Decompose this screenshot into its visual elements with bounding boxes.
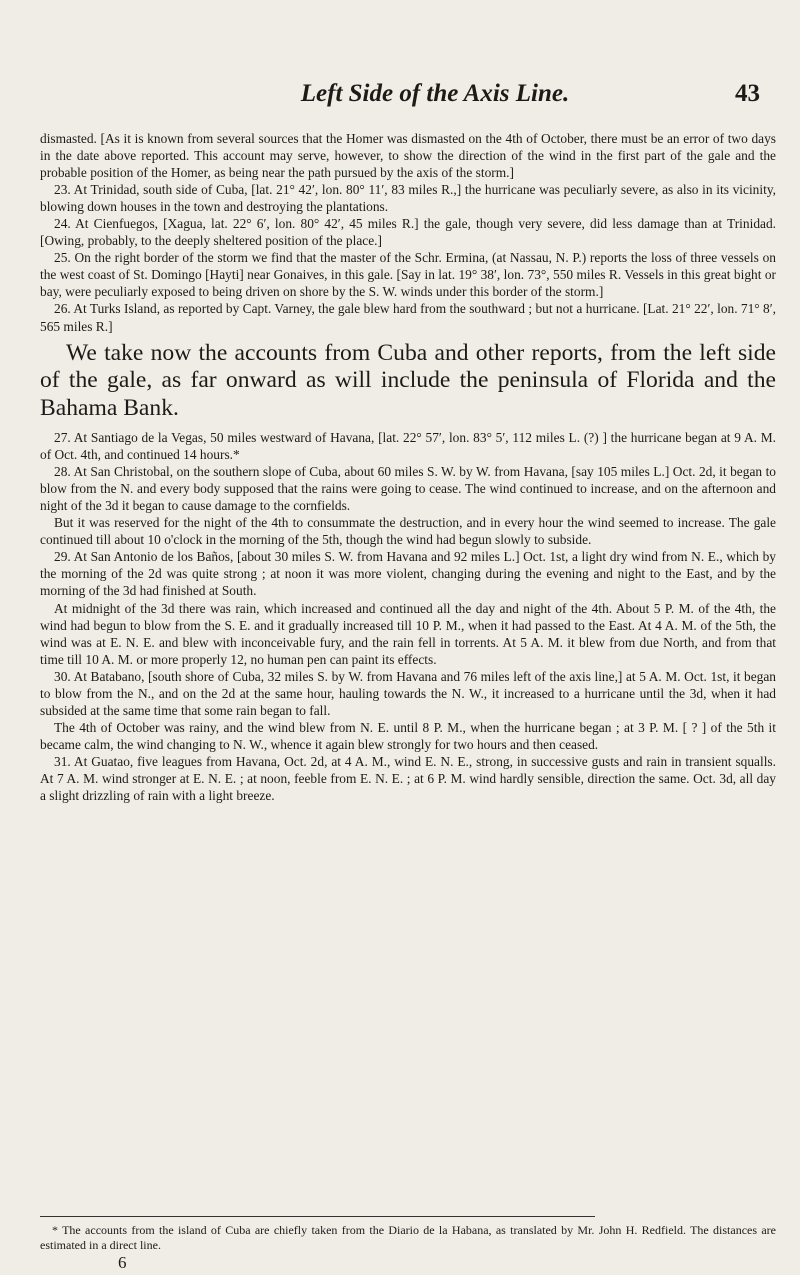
running-title: Left Side of the Axis Line.: [300, 80, 570, 107]
paragraph: At midnight of the 3d there was rain, which increased and continued all the day and night of the 4th. About 5 P. M. of the 4th, the wind had begun to blow from the S. E. and it gradually increased till 10 P. M., when it had passed to the East. At 4 A. M. of the 5th, the wind was at E. N. E. and blew with inconceivable fury, and the rain fell in torrents. At 5 A. M. it blew from due North, and from that time till 10 A. M. or more properly 12, no human pen can paint its effects.: [40, 600, 776, 667]
page-body: [40, 130, 776, 804]
paragraph: 29. At San Antonio de los Baños, [about 30 miles S. W. from Havana and 92 miles L.] Oct. 1st, a light dry wind from N. E., which by the morning of the 2d was quite strong ; at noon it was more violent, changing during the evening and night to the East, and by the morning of the 3d had finished at South.: [40, 549, 776, 599]
paragraph: But it was reserved for the night of the 4th to consummate the destruction, and in every hour the wind seemed to increase. The gale continued till about 10 o'clock in the morning of the 5th, though the wind had begun slowly to subside.: [40, 515, 776, 548]
paragraph: dismasted. [As it is known from several sources that the Homer was dismasted on the 4th of October, there must be an error of two days in the date above reported. This account may serve, however, to show the direction of the wind in the first part of the gale and the probable position of the Homer, as being near the path pursued by the axis of the storm.]: [40, 131, 776, 181]
paragraph: 26. At Turks Island, as reported by Capt. Varney, the gale blew hard from the southward ; but not a hurricane. [Lat. 21° 22′, lon. 71° 8′, 565 miles R.]: [40, 301, 776, 334]
paragraph: 25. On the right border of the storm we find that the master of the Schr. Ermina, (at Nassau, N. P.) reports the loss of three vessels on the west coast of St. Domingo [Hayti] near Gonaives, in this gale. [Say in lat. 19° 38′, lon. 73°, 550 miles R. Vessels in this great bight or bay, were peculiarly exposed to being driven on shore by the S. W. winds under this border of the storm.]: [40, 250, 776, 300]
section-intro: We take now the accounts from Cuba and other reports, from the left side of the gale, as far onward as will include the peninsula of Florida and the Bahama Bank.: [40, 339, 776, 421]
paragraph: 30. At Batabano, [south shore of Cuba, 32 miles S. by W. from Havana and 76 miles left of the axis line,] at 5 A. M. Oct. 1st, it began to blow from the N., and on the 2d at the same hour, hauling towards the N. W., it increased to a hurricane until the 3d, when it had subsided at the same time that some rain began to fall.: [40, 668, 776, 718]
paragraph: The 4th of October was rainy, and the wind blew from N. E. until 8 P. M., when the hurricane began ; at 3 P. M. [ ? ] of the 5th it became calm, the wind changing to N. W., whence it again blew strongly for two hours and then ceased.: [40, 719, 776, 752]
footnote-divider: [40, 1216, 595, 1217]
signature-mark: 6: [118, 1253, 127, 1272]
page-number: 43: [735, 80, 760, 107]
paragraph: 28. At San Christobal, on the southern slope of Cuba, about 60 miles S. W. by W. from Havana, [say 105 miles L.] Oct. 2d, it began to blow from the N. and every body supposed that the rains were going to cease. The wind continued to increase, and on the afternoon and night of the 3d it began to cause damage to the cornfields.: [40, 464, 776, 514]
page-header: [90, 80, 780, 120]
footnote: * The accounts from the island of Cuba are chiefly taken from the Diario de la Habana, as translated by Mr. John H. Redfield. The distances are estimated in a direct line.: [40, 1223, 776, 1252]
paragraph: 23. At Trinidad, south side of Cuba, [lat. 21° 42′, lon. 80° 11′, 83 miles R.,] the hurricane was peculiarly severe, as also in its vicinity, blowing down houses in the town and destroying the plantations.: [40, 182, 776, 215]
paragraph: 27. At Santiago de la Vegas, 50 miles westward of Havana, [lat. 22° 57′, lon. 83° 5′, 112 miles L. (?) ] the hurricane began at 9 A. M. of Oct. 4th, and continued 14 hours.*: [40, 430, 776, 463]
paragraph: 31. At Guatao, five leagues from Havana, Oct. 2d, at 4 A. M., wind E. N. E., strong, in successive gusts and rain in transient squalls. At 7 A. M. wind stronger at E. N. E. ; at noon, feeble from E. N. E. ; at 6 P. M. wind hardly sensible, direction the same. Oct. 3d, all day a slight drizzling of rain with a light breeze.: [40, 753, 776, 804]
paragraph: 24. At Cienfuegos, [Xagua, lat. 22° 6′, lon. 80° 42′, 45 miles R.] the gale, though very severe, did less damage than at Trinidad. [Owing, probably, to the deeply sheltered position of the place.]: [40, 216, 776, 249]
